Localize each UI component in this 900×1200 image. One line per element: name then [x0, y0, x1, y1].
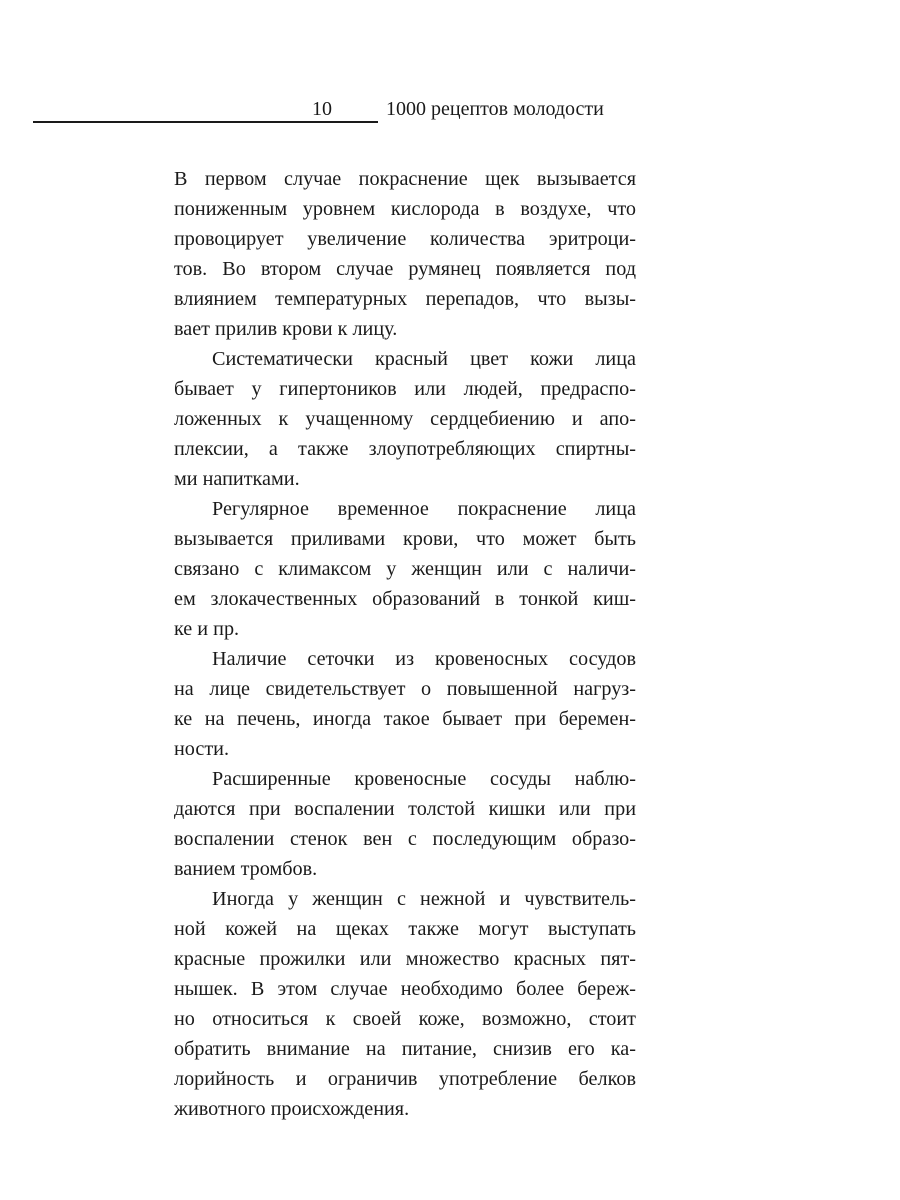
text-line: плексии, а также злоупотребляющих спиртны- [174, 438, 636, 460]
text-line: ной кожей на щеках также могут выступать [174, 918, 636, 940]
text-line: лорийность и ограничив употребление белков [174, 1068, 636, 1090]
page-number: 10 [312, 98, 332, 120]
text-line: ем злокачественных образований в тонкой киш- [174, 588, 636, 610]
paragraph [174, 494, 636, 644]
text-line: пониженным уровнем кислорода в воздухе, что [174, 198, 636, 220]
text-line: влиянием температурных перепадов, что вызы- [174, 288, 636, 310]
text-line: связано с климаксом у женщин или с наличи- [174, 558, 636, 580]
text-line: провоцирует увеличение количества эритроци- [174, 228, 636, 250]
book-title: 1000 рецептов молодости [386, 98, 604, 120]
paragraph [174, 644, 636, 764]
text-line: ности. [174, 738, 230, 760]
text-line: В первом случае покраснение щек вызывается [174, 168, 636, 190]
text-line: но относиться к своей коже, возможно, стоит [174, 1008, 636, 1030]
text-line: ке на печень, иногда такое бывает при беремен- [174, 708, 636, 730]
text-line: воспалении стенок вен с последующим образо- [174, 828, 636, 850]
text-line: животного происхождения. [174, 1098, 410, 1120]
text-line: ванием тромбов. [174, 858, 318, 880]
running-head [0, 0, 900, 130]
paragraph [174, 884, 636, 1124]
text-line: бывает у гипертоников или людей, предраспо- [174, 378, 636, 400]
text-line: Иногда у женщин с нежной и чувствитель- [212, 888, 636, 910]
paragraph [174, 344, 636, 494]
text-line: тов. Во втором случае румянец появляется под [174, 258, 636, 280]
text-line: Регулярное временное покраснение лица [212, 498, 636, 520]
text-line: Наличие сеточки из кровеносных сосудов [212, 648, 636, 670]
paragraph [174, 164, 636, 344]
text-line: красные прожилки или множество красных пят- [174, 948, 636, 970]
text-line: ми напитками. [174, 468, 300, 490]
text-line: на лице свидетельствует о повышенной нагруз- [174, 678, 636, 700]
header-rule [33, 121, 378, 123]
text-line: вает прилив крови к лицу. [174, 318, 398, 340]
paragraph [174, 764, 636, 884]
body-text [174, 164, 636, 1124]
text-line: нышек. В этом случае необходимо более береж- [174, 978, 636, 1000]
text-line: Систематически красный цвет кожи лица [212, 348, 636, 370]
text-line: Расширенные кровеносные сосуды наблю- [212, 768, 636, 790]
text-line: даются при воспалении толстой кишки или при [174, 798, 636, 820]
text-line: ке и пр. [174, 618, 240, 640]
text-line: ложенных к учащенному сердцебиению и апо- [174, 408, 636, 430]
text-line: вызывается приливами крови, что может быть [174, 528, 636, 550]
text-line: обратить внимание на питание, снизив его ка- [174, 1038, 636, 1060]
